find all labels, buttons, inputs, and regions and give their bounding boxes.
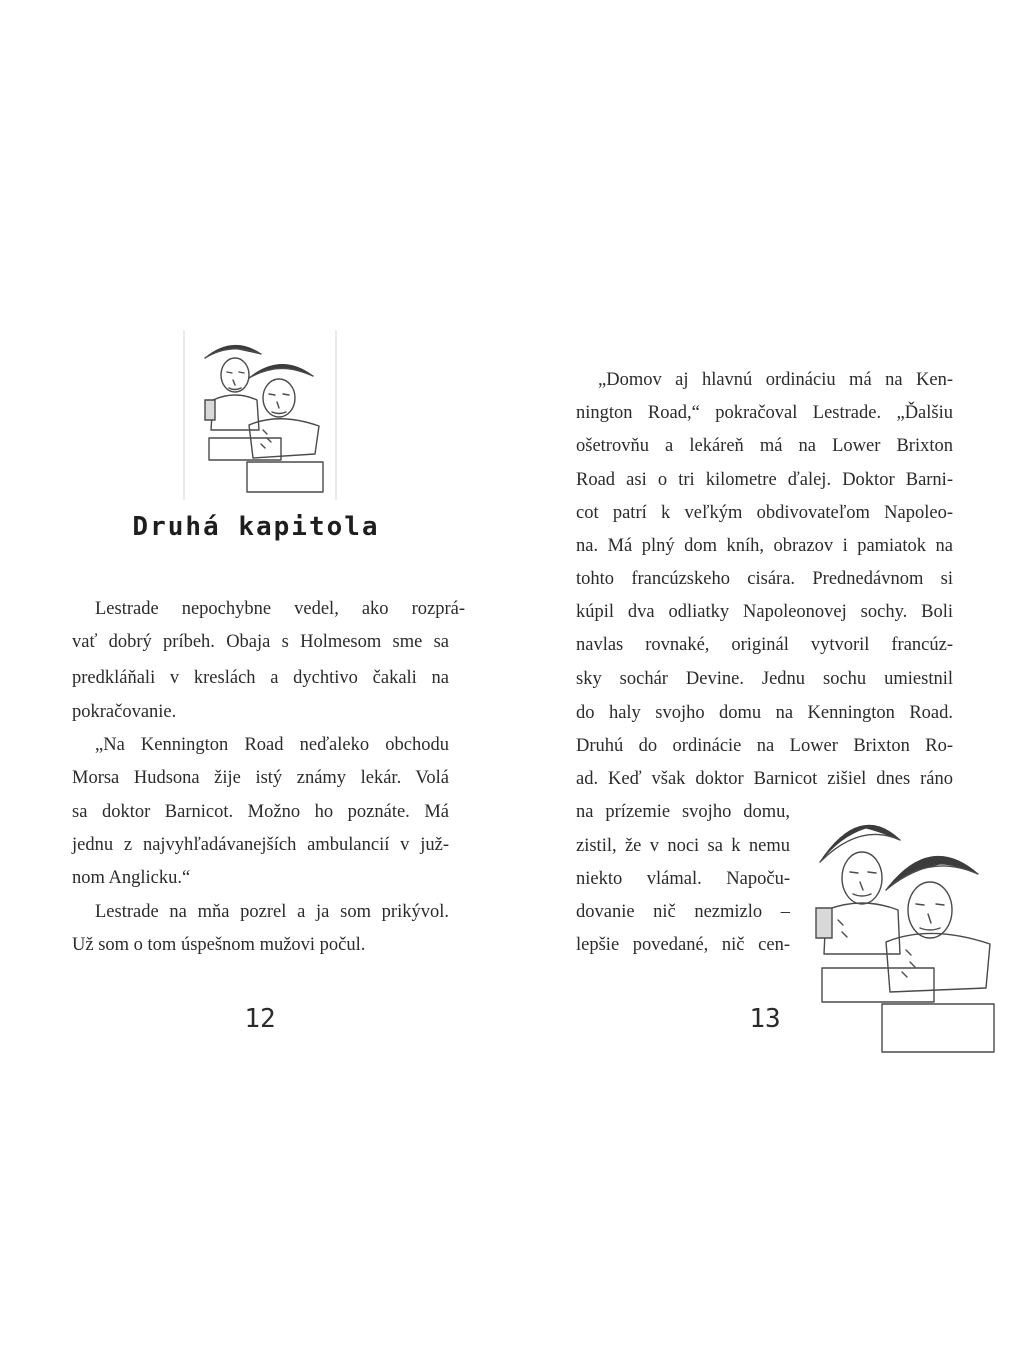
- right-line-9: navlas rovnaké, originál vytvoril francúz-: [576, 635, 953, 655]
- left-line-5: „Na Kennington Road neďaleko obchodu: [95, 735, 449, 755]
- right-line-6: na. Má plný dom kníh, obrazov i pamiatok na: [576, 536, 953, 556]
- right-wrapped-line-5: lepšie povedané, nič cen-: [576, 935, 790, 955]
- right-wrapped-line-3: niekto vlámal. Napoču-: [576, 869, 790, 889]
- right-line-10: sky sochár Devine. Jednu sochu umiestnil: [576, 669, 953, 689]
- right-wrapped-line-4: dovanie nič nezmizlo –: [576, 902, 790, 922]
- left-line-3: predkláňali v kreslách a dychtivo čakali na: [72, 668, 449, 688]
- left-line-11: Už som o tom úspešnom mužovi počul.: [72, 935, 366, 955]
- right-line-4: Road asi o tri kilometre ďalej. Doktor Barni-: [576, 470, 953, 490]
- right-line-7: tohto francúzskeho cisára. Prednedávnom si: [576, 569, 953, 589]
- left-line-7: sa doktor Barnicot. Možno ho poznáte. Má: [72, 802, 449, 822]
- right-line-11: do haly svojho domu na Kennington Road.: [576, 703, 953, 723]
- right-line-3: ošetrovňu a lekáreň má na Lower Brixton: [576, 436, 953, 456]
- left-line-8: jednu z najvyhľadávanejších ambulancií v juž-: [72, 835, 449, 855]
- right-wrapped-line-1: na prízemie svojho domu,: [576, 802, 790, 822]
- left-line-10: Lestrade na mňa pozrel a ja som prikývol.: [95, 902, 449, 922]
- chapter-title: Druhá kapitola: [132, 512, 380, 542]
- napoleon-busts-illustration: [183, 330, 337, 500]
- right-line-8: kúpil dva odliatky Napoleonovej sochy. Boli: [576, 602, 953, 622]
- left-line-4: pokračovanie.: [72, 702, 177, 722]
- left-line-6: Morsa Hudsona žije istý známy lekár. Volá: [72, 768, 449, 788]
- right-wrapped-line-2: zistil, že v noci sa k nemu: [576, 836, 790, 856]
- left-line-9: nom Anglicku.“: [72, 868, 191, 888]
- right-line-12: Druhú do ordinácie na Lower Brixton Ro-: [576, 736, 953, 756]
- right-line-13: ad. Keď však doktor Barnicot zišiel dnes ráno: [576, 769, 953, 789]
- right-line-1: „Domov aj hlavnú ordináciu má na Ken-: [598, 370, 953, 390]
- napoleon-busts-large-illustration: [790, 792, 1012, 1060]
- right-line-5: cot patrí k veľkým obdivovateľom Napoleo-: [576, 503, 953, 523]
- left-line-1: Lestrade nepochybne vedel, ako rozprá-: [95, 599, 465, 619]
- page-number-left: 12: [244, 1004, 276, 1034]
- right-line-2: nington Road,“ pokračoval Lestrade. „Ďalšiu: [576, 403, 953, 423]
- page-number-right: 13: [749, 1004, 781, 1034]
- left-line-2: vať dobrý príbeh. Obaja s Holmesom sme sa: [72, 632, 449, 652]
